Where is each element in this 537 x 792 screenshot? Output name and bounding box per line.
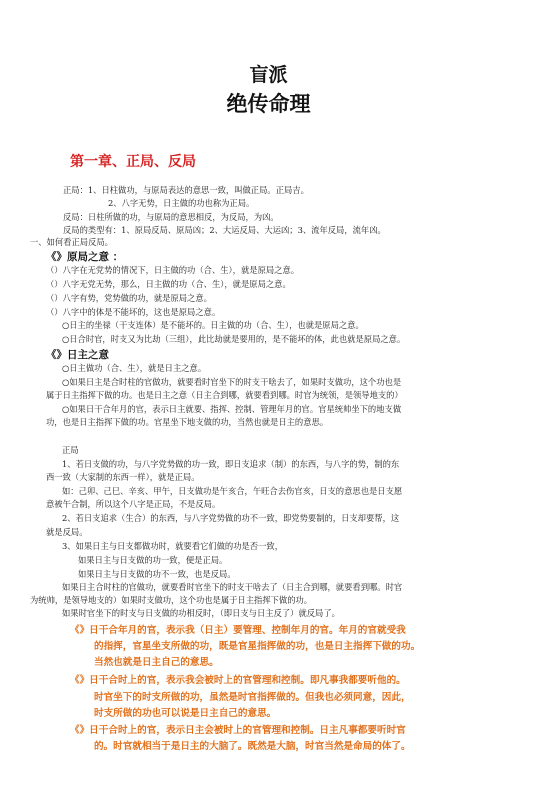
list-item: ○如果日主是合时柱的官做功，就要看时官坐下的时支干啥去了，如果时支做功，这个功也是 — [62, 377, 402, 387]
body-line: 3、如果日主与日支都做功时，就要看它们做的功是否一致， — [62, 541, 283, 551]
intro-line: 2、八字无势，日主做的功也称为正局。 — [108, 198, 255, 208]
intro-line: 一、如何看正局反局。 — [30, 237, 113, 247]
body-line: 如果日主与日支做的功不一致，也是反局。 — [78, 569, 236, 579]
body-line: 意被午合制，所以这个八字是正局，不是反局。 — [46, 499, 221, 509]
list-item: （）八字在无党势的情况下，日主做的功（合、生），就是原局之意。 — [46, 265, 300, 275]
list-item: 功，也是日主指挥下做的功。官星坐下地支做的功，当然也就是日主的意思。 — [46, 417, 329, 427]
list-item: （）八字有势，党势做的功，就是原局之意。 — [46, 293, 212, 303]
section-heading-rizhu: 《》日主之意 — [46, 349, 109, 361]
highlight-line: 当然也就是日主自己的意思。 — [94, 657, 219, 668]
zhengju-heading: 正局 — [62, 445, 79, 455]
title-line-2: 绝传命理 — [226, 92, 311, 116]
body-line: 如果日主与日支做的功一致，便是正局。 — [78, 555, 228, 565]
body-line: 如果时官坐下的时支与日支做的功相反时，（即日支与日主反了）就反局了。 — [62, 608, 340, 618]
section-heading-yuanju: 《》原局之意 ： — [46, 251, 124, 263]
body-line: 就是反局。 — [46, 527, 88, 537]
highlight-line: 的指挥，官星坐支所做的功，既是官星指挥做的功，也是日主指挥下做的功。 — [94, 641, 421, 652]
highlight-line: 《》日干合年月的官，表示我（日主）要管理、控制年月的官。年月的官就受我 — [70, 625, 406, 636]
intro-line: 反局的类型有：1、原局反局、原局凶；2、大运反局、大运凶；3、流年反局，流年凶。 — [63, 225, 386, 235]
list-item: （）八字中的体是不能坏的，这也是原局之意。 — [46, 307, 221, 317]
list-item: ○日主做功（合、生），就是日主之意。 — [62, 363, 207, 373]
highlight-line: 时支所做的功也可以说是日主自己的意思。 — [94, 708, 277, 719]
body-line: 1、若日支做的功，与八字党势做的功一致，即日支追求（制）的东西，与八字的势，制的东 — [62, 459, 400, 469]
list-item: 属于日主指挥下做的功。也是日主之意（日主合到哪，就要看到哪。时官为统领，是领导地支的） — [46, 390, 403, 400]
list-item: ○日合时官，时支又为比劫（三组），此比劫就是要用的，是不能坏的体，此也就是原局之意。 — [62, 334, 406, 344]
highlight-line: 时官坐下的时支所做的功，虽然是时官指挥做的。但我也必须同意，因此， — [94, 692, 411, 703]
body-line: 如：己卯、己巳、辛亥、甲午，日支做功是午亥合，午旺合去伤官亥，日支的意思也是日支愿 — [62, 486, 403, 496]
chapter-heading: 第一章、正局、反局 — [70, 154, 196, 170]
highlight-line: 的。时官就相当于是日主的大脑了。既然是大脑，时官当然是命局的体了。 — [94, 741, 411, 752]
highlight-line: 《》日干合时上的官，表示我会被时上的官管理和控制。即凡事我都要听他的。 — [70, 675, 406, 686]
body-line: 2、若日支追求（生合）的东西，与八字党势做的功不一致，即党势要制的，日支却要帮，这 — [62, 513, 400, 523]
list-item: （）八字无党无势，那么，日主做的功（合、生），就是原局之意。 — [46, 279, 291, 289]
list-item: ○日主的坐禄（干支连体）是不能坏的。日主做的功（合、生），也就是原局之意。 — [62, 320, 364, 330]
intro-line: 反局：日柱所做的功，与原局的意思相反，为反局，为凶。 — [63, 212, 279, 222]
body-line: 为统帅，是领导地支的）如果时支做功，这个功也是属于日主指挥下做的功。 — [30, 595, 313, 605]
body-line: 如果日主合时柱的官做功，就要看时官坐下的时支干啥去了（日主合到哪，就要看到哪。时官 — [62, 582, 403, 592]
list-item: ○如果日干合年月的官，表示日主就要、指挥、控制、管理年月的官。官星统帅坐下的地支做 — [62, 404, 402, 414]
body-line: 西一致（大家制的东西一样），就是正局。 — [46, 472, 200, 482]
title-line-1: 盲派 — [249, 64, 288, 86]
highlight-line: 《》日干合时上的官，表示日主会被时上的官管理和控制。日主凡事都要听时官 — [70, 725, 406, 736]
intro-line: 正局：1、日柱做功，与原局表达的意思一致，叫做正局。正局吉。 — [63, 185, 309, 195]
